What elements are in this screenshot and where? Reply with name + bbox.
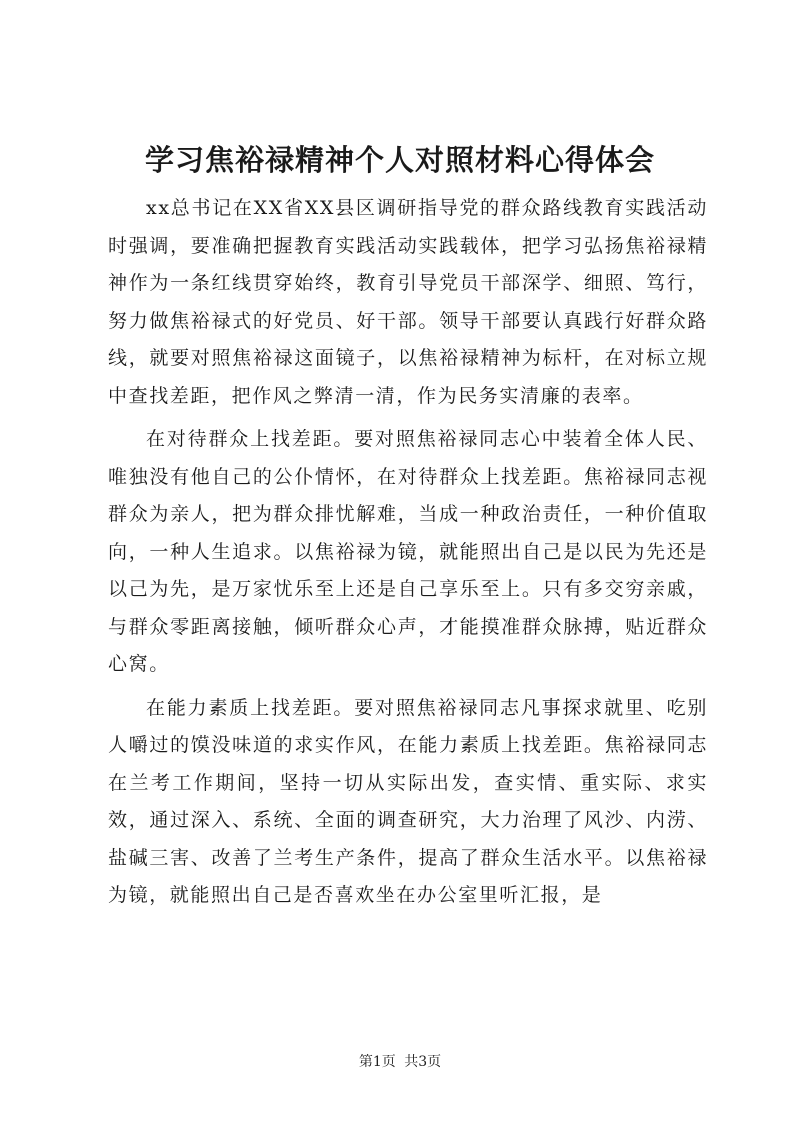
page-number: 第1页 <box>358 1054 396 1070</box>
page-footer <box>0 1052 800 1072</box>
paragraph-intro: xx总书记在XX省XX县区调研指导党的群众路线教育实践活动时强调，要准确把握教育实践活动实践载体，把学习弘扬焦裕禄精神作为一条红线贯穿始终，教育引导党员干部深学、细照、笃行，努力做焦裕禄式的好党员、好干部。领导干部要认真践行好群众路线，就要对照焦裕禄这面镜子，以焦裕禄精神为标杆，在对标立规中查找差距，把作风之弊清一清，作为民务实清廉的表率。 <box>108 197 708 407</box>
paragraph-masses: 在对待群众上找差距。要对照焦裕禄同志心中装着全体人民、唯独没有他自己的公仆情怀，在对待群众上找差距。焦裕禄同志视群众为亲人，把为群众排忧解难，当成一种政治责任，一种价值取向，一种人生追求。以焦裕禄为镜，就能照出自己是以民为先还是以己为先，是万家忧乐至上还是自己享乐至上。只有多交穷亲戚，与群众零距离接触，倾听群众心声，才能摸准群众脉搏，贴近群众心窝。 <box>108 428 708 675</box>
document-body <box>108 190 708 921</box>
page-total: 共3页 <box>404 1054 442 1070</box>
document-title: 学习焦裕禄精神个人对照材料心得体会 <box>144 143 655 177</box>
paragraph-ability: 在能力素质上找差距。要对照焦裕禄同志凡事探求就里、吃别人嚼过的馍没味道的求实作风，在能力素质上找差距。焦裕禄同志在兰考工作期间，坚持一切从实际出发，查实情、重实际、求实效，通过深入、系统、全面的调查研究，大力治理了风沙、内涝、盐碱三害、改善了兰考生产条件，提高了群众生活水平。以焦裕禄为镜，就能照出自己是否喜欢坐在办公室里听汇报，是 <box>108 696 708 906</box>
